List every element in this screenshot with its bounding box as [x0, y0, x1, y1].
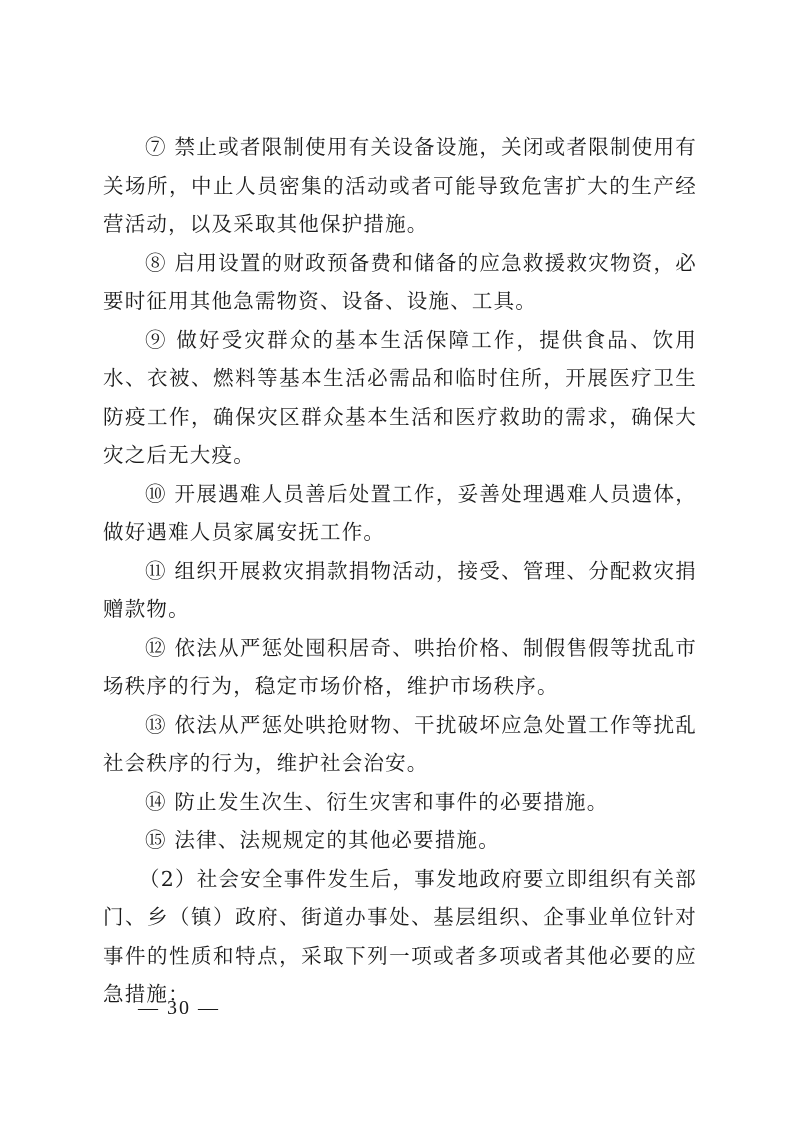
paragraph-section-2: （2）社会安全事件发生后，事发地政府要立即组织有关部门、乡（镇）政府、街道办事处、基层组织、企事业单位针对事件的性质和特点，采取下列一项或者多项或者其他必要的应急措施： — [103, 866, 697, 1006]
paragraph-item-10: ⑩ 开展遇难人员善后处置工作，妥善处理遇难人员遗体，做好遇难人员家属安抚工作。 — [103, 481, 697, 544]
paragraph-item-11: ⑪ 组织开展救灾捐款捐物活动，接受、管理、分配救灾捐赠款物。 — [103, 558, 697, 621]
paragraph-item-12: ⑫ 依法从严惩处囤积居奇、哄抬价格、制假售假等扰乱市场秩序的行为，稳定市场价格，维护市场秩序。 — [103, 635, 697, 698]
paragraph-item-7: ⑦ 禁止或者限制使用有关设备设施，关闭或者限制使用有关场所，中止人员密集的活动或者可能导致危害扩大的生产经营活动，以及采取其他保护措施。 — [103, 135, 697, 236]
paragraph-item-9: ⑨ 做好受灾群众的基本生活保障工作，提供食品、饮用水、衣被、燃料等基本生活必需品和临时住所，开展医疗卫生防疫工作，确保灾区群众基本生活和医疗救助的需求，确保大灾之后无大疫。 — [103, 327, 697, 467]
paragraph-item-14: ⑭ 防止发生次生、衍生灾害和事件的必要措施。 — [145, 789, 609, 814]
paragraph-item-8: ⑧ 启用设置的财政预备费和储备的应急救援救灾物资，必要时征用其他急需物资、设备、设施、工具。 — [103, 250, 697, 313]
page-number: — 30 — — [138, 997, 220, 1019]
document-body — [103, 128, 697, 1014]
paragraph-item-15: ⑮ 法律、法规规定的其他必要措施。 — [145, 828, 500, 852]
paragraph-item-13: ⑬ 依法从严惩处哄抢财物、干扰破坏应急处置工作等扰乱社会秩序的行为，维护社会治安。 — [103, 712, 697, 775]
